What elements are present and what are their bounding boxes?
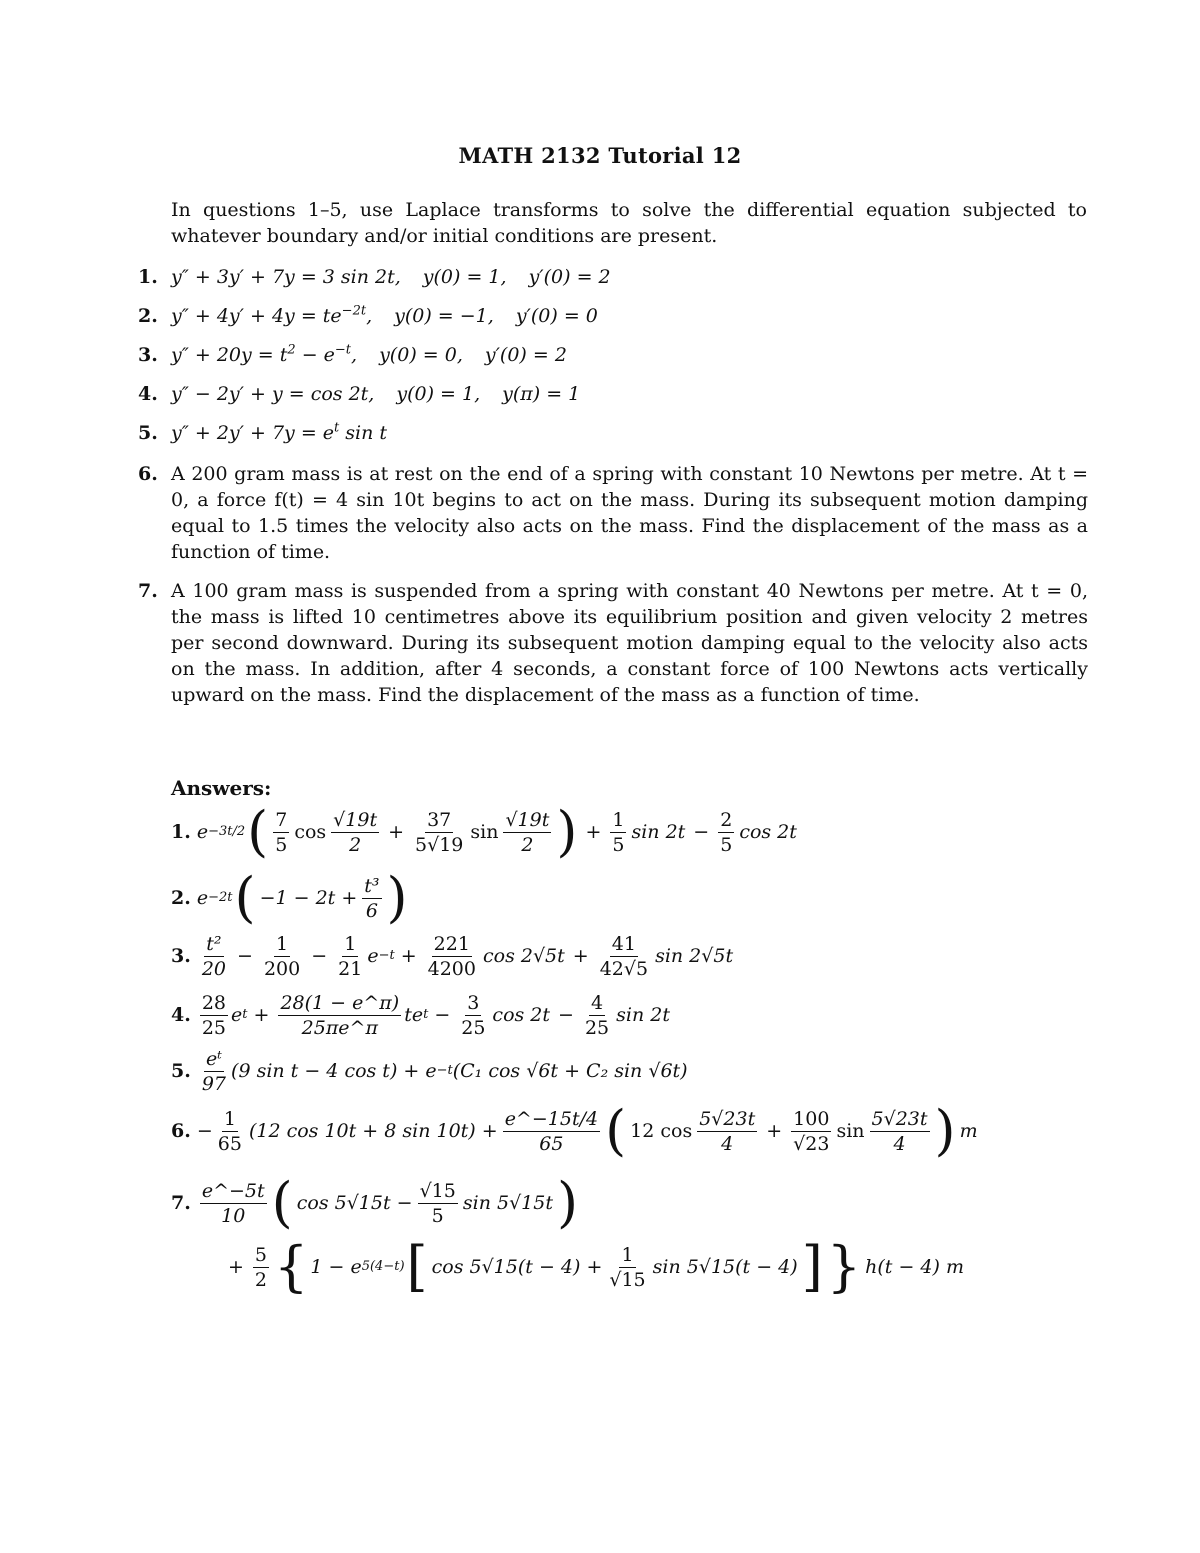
- numerator: 100: [793, 1107, 830, 1130]
- answer-term: h(t − 4) m: [865, 1256, 964, 1278]
- answer-term: cos 2t: [492, 1004, 551, 1026]
- fraction: [362, 874, 381, 923]
- numerator: √19t: [333, 808, 378, 831]
- answer-term: e: [367, 945, 379, 967]
- numerator: 2: [720, 808, 733, 831]
- exponent: −2t: [341, 303, 367, 319]
- numerator: 28: [201, 991, 227, 1014]
- answer-term: te: [404, 1004, 424, 1026]
- numerator: 3: [467, 991, 480, 1014]
- denominator: 4200: [427, 957, 476, 980]
- operator: +: [572, 945, 589, 967]
- operator: −: [196, 1120, 213, 1142]
- answer-term: sin 2t: [631, 821, 686, 843]
- question-equation: y″ + 20y = t: [171, 344, 288, 366]
- answer-1: 1. e −3t/2 ( $\frac{7}{5}$ cos $\frac{√19t}{2}$ + $\frac{37}{5√19}$ sin $\frac{√19t}{2}$ ) + $\frac{1}{5}$ sin 2t − $\frac{2}{5}$ cos 2t: [171, 800, 797, 863]
- numerator: 5√23t: [699, 1107, 756, 1130]
- question-condition: y′(0) = 0: [515, 305, 598, 327]
- paren-open: (: [605, 1099, 627, 1162]
- question-number: 2.: [138, 305, 158, 327]
- paren-close: ): [934, 1099, 956, 1162]
- answer-term: e: [231, 1004, 243, 1026]
- denominator: √23: [793, 1132, 830, 1155]
- denominator: 5√19: [415, 833, 464, 856]
- numerator: eᵗ: [205, 1047, 222, 1070]
- question-text: A 100 gram mass is suspended from a spring with constant 40 Newtons per metre. At t = 0, the mass is lifted 10 centimetres above its equilibrium position and given velocity 2 metres per second downward. During its subsequent motion damping equal to the velocity also acts on the mass. In addition, after 4 seconds, a constant force of 100 Newtons acts vertically upward on the mass. Find the displacement of the mass as a function of time.: [171, 580, 1088, 706]
- numerator: 28(1 − e^π): [280, 991, 400, 1014]
- question-6: [138, 461, 1088, 565]
- numerator: 1: [223, 1107, 236, 1130]
- answer-term: cos 2t: [739, 821, 797, 843]
- fraction: [610, 808, 626, 857]
- question-condition: y′(0) = 2: [528, 266, 611, 288]
- denominator: 2: [254, 1268, 268, 1291]
- answer-number: 5.: [171, 1060, 191, 1082]
- question-equation: y″ + 3y′ + 7y = 3 sin 2t,: [171, 266, 401, 288]
- page-title: MATH 2132 Tutorial 12: [458, 143, 742, 168]
- answer-number: 3.: [171, 945, 191, 967]
- question-condition: y(0) = 0,: [379, 344, 463, 366]
- operator: +: [228, 1256, 244, 1278]
- answer-number: 4.: [171, 1004, 191, 1026]
- question-7: [138, 578, 1088, 708]
- fraction: [459, 991, 487, 1040]
- exponent: −t: [334, 342, 352, 358]
- denominator: 65: [217, 1132, 242, 1155]
- fraction: [697, 1107, 757, 1156]
- fraction: [200, 1179, 267, 1228]
- numerator: 4: [590, 991, 604, 1014]
- numerator: 5√23t: [871, 1107, 928, 1130]
- paren-open: (: [247, 800, 269, 863]
- fraction: [503, 1107, 600, 1156]
- brace-open: {: [274, 1235, 309, 1298]
- exponent: 2: [287, 342, 296, 358]
- numerator: 41: [611, 932, 636, 955]
- equation-part: − e: [295, 344, 335, 366]
- numerator: √15: [419, 1179, 456, 1202]
- answer-term: sin 5√15(t − 4): [652, 1256, 798, 1278]
- numerator: 5: [254, 1243, 268, 1266]
- fraction: [718, 808, 734, 857]
- fraction: [418, 1179, 458, 1228]
- numerator: √19t: [505, 808, 550, 831]
- fraction: [336, 932, 364, 981]
- denominator: 25: [584, 1016, 610, 1039]
- denominator: 4: [893, 1132, 906, 1155]
- operator: +: [388, 821, 404, 843]
- answer-number: 1.: [171, 821, 191, 843]
- paren-open: (: [234, 866, 256, 929]
- question-condition: y(0) = −1,: [394, 305, 494, 327]
- numerator: 1: [276, 932, 289, 955]
- exponent: t: [334, 420, 340, 436]
- fraction: [262, 932, 302, 981]
- answer-5: 5. $\frac{\text{eᵗ}}{97}$ (9 sin t − 4 cos t) + e −t (C₁ cos √6t + C₂ sin √6t): [171, 1047, 688, 1095]
- question-condition: y′(0) = 2: [484, 344, 567, 366]
- unit: m: [959, 1120, 978, 1142]
- fraction: [273, 808, 289, 857]
- denominator: 65: [539, 1132, 564, 1155]
- answer-term: sin 2√5t: [655, 945, 734, 967]
- answer-term: 12 cos: [630, 1120, 693, 1142]
- denominator: 42√5: [599, 957, 649, 980]
- bracket-open: [: [406, 1235, 428, 1298]
- answer-term: cos 5√15(t − 4) +: [431, 1256, 603, 1278]
- operator: +: [585, 821, 602, 843]
- answer-3: 3. $\frac{\text{t²}}{20}$ − $\frac{1}{200}$ − $\frac{1}{21}$ e −t + $\frac{221}{4200}$ cos 2√5t + $\frac{41}{42√5}$ sin 2√5t: [171, 932, 734, 980]
- question-3: [138, 342, 1088, 368]
- denominator: 4: [721, 1132, 734, 1155]
- punctuation: ,: [366, 305, 373, 327]
- question-number: 3.: [138, 344, 158, 366]
- fraction: [278, 991, 401, 1040]
- answer-term: (12 cos 10t + 8 sin 10t) +: [248, 1120, 498, 1142]
- question-number: 1.: [138, 266, 158, 288]
- paren-close: ): [557, 1171, 579, 1234]
- denominator: 97: [201, 1072, 227, 1095]
- fraction: [253, 1243, 269, 1292]
- question-number: 7.: [138, 580, 158, 602]
- operator: +: [253, 1004, 270, 1026]
- question-5: [138, 420, 1088, 446]
- fraction: [200, 991, 228, 1040]
- answer-term: e: [196, 887, 209, 909]
- answer-term: e: [196, 821, 209, 843]
- fraction: [503, 808, 551, 857]
- answer-number: 7.: [171, 1192, 191, 1214]
- answer-term: sin 2t: [616, 1004, 670, 1026]
- answer-term: sin: [470, 821, 499, 843]
- answer-term: cos: [294, 821, 327, 843]
- answer-7: [171, 1170, 1091, 1236]
- numerator: 1: [612, 808, 625, 831]
- denominator: 5: [431, 1204, 444, 1227]
- question-text: A 200 gram mass is at rest on the end of a spring with constant 10 Newtons per metre. At t = 0, a force f(t) = 4 sin 10t begins to act on the mass. During its subsequent motion damping equal to 1.5 times the velocity also acts on the mass. Find the displacement of the mass as a function of time.: [171, 463, 1088, 563]
- equation-part: sin t: [339, 422, 388, 444]
- operator: +: [400, 945, 417, 967]
- question-2: [138, 303, 1088, 329]
- question-equation: y″ + 2y′ + 7y = e: [171, 422, 335, 444]
- operator: −: [311, 945, 328, 967]
- fraction: [413, 808, 465, 857]
- numerator: 221: [433, 932, 470, 955]
- operator: −: [434, 1004, 451, 1026]
- question-1: [138, 264, 1088, 290]
- fraction: [791, 1107, 831, 1156]
- numerator: 7: [275, 808, 288, 831]
- numerator: t³: [364, 874, 380, 897]
- answer-term: (C₁ cos √6t + C₂ sin √6t): [452, 1060, 688, 1082]
- answer-term: (9 sin t − 4 cos t) + e: [231, 1060, 437, 1082]
- answer-term: sin: [836, 1120, 865, 1142]
- bracket-close: ]: [801, 1235, 823, 1298]
- question-condition: y(π) = 1: [502, 383, 581, 405]
- fraction: [607, 1243, 647, 1292]
- paren-close: ): [556, 800, 578, 863]
- denominator: 2: [349, 833, 362, 856]
- question-number: 4.: [138, 383, 158, 405]
- paren-close: ): [386, 866, 408, 929]
- answer-number: 6.: [171, 1120, 191, 1142]
- denominator: 10: [221, 1204, 246, 1227]
- question-number: 6.: [138, 463, 158, 485]
- question-condition: y(0) = 1,: [396, 383, 481, 405]
- answer-term: cos 2√5t: [482, 945, 565, 967]
- answer-2: 2. e −2t ( −1 − 2t + $\frac{\text{t³}}{6}$ ): [171, 866, 408, 929]
- operator: −: [558, 1004, 574, 1026]
- operator: +: [766, 1120, 783, 1142]
- denominator: 5: [720, 833, 733, 856]
- answer-term: sin 5√15t: [462, 1192, 553, 1214]
- denominator: 25πe^π: [301, 1016, 378, 1039]
- question-condition: y(0) = 1,: [422, 266, 507, 288]
- answer-term: cos 5√15t −: [296, 1192, 413, 1214]
- question-equation: y″ − 2y′ + y = cos 2t,: [171, 383, 375, 405]
- operator: −: [237, 945, 253, 967]
- numerator: 1: [621, 1243, 634, 1266]
- question-number: 5.: [138, 422, 158, 444]
- punctuation: ,: [351, 344, 358, 366]
- answer-4: 4. $\frac{28}{25}$ e t + $\frac{28(1 - e\^{}\pi)}{25\pi e\^{}\pi}$ te t − $\frac{3}{25}$ cos 2t − $\frac{4}{25}$ sin 2t: [171, 991, 670, 1039]
- fraction: [331, 808, 379, 857]
- fraction: [200, 1047, 228, 1096]
- answer-6: [171, 1098, 1091, 1164]
- answer-number: 2.: [171, 887, 191, 909]
- fraction: [200, 932, 228, 981]
- question-equation: y″ + 4y′ + 4y = te: [171, 305, 342, 327]
- answer-term: 1 − e: [310, 1256, 362, 1278]
- numerator: 1: [344, 932, 357, 955]
- fraction: [870, 1107, 930, 1156]
- denominator: 25: [201, 1016, 227, 1039]
- operator: −: [693, 821, 710, 843]
- answers-heading: Answers:: [171, 776, 272, 800]
- denominator: 21: [338, 957, 363, 980]
- fraction: [216, 1107, 244, 1156]
- intro-paragraph: In questions 1–5, use Laplace transforms to solve the differential equation subjected to whatever boundary and/or initial conditions are present.: [171, 199, 1087, 247]
- denominator: 5: [275, 833, 288, 856]
- denominator: 20: [201, 957, 227, 980]
- denominator: 200: [263, 957, 301, 980]
- denominator: 5: [612, 833, 625, 856]
- numerator: t²: [206, 932, 222, 955]
- denominator: 6: [365, 899, 378, 922]
- denominator: 2: [521, 833, 534, 856]
- numerator: e^−5t: [201, 1179, 265, 1202]
- paren-open: (: [271, 1171, 293, 1234]
- answer-7-continuation: + $\frac{5}{2}$ { 1 − e 5(4−t) [ cos 5√15(t − 4) + $\frac{1}{√15}$ sin 5√15(t − 4) ] } h(t − 4) m: [228, 1235, 964, 1298]
- denominator: √15: [609, 1268, 646, 1291]
- fraction: [598, 932, 650, 981]
- numerator: e^−15t/4: [504, 1107, 599, 1130]
- fraction: [426, 932, 478, 981]
- brace-close: }: [826, 1235, 862, 1298]
- answer-term: −1 − 2t +: [259, 887, 358, 909]
- numerator: 37: [427, 808, 452, 831]
- question-4: [138, 381, 1088, 407]
- denominator: 25: [461, 1016, 486, 1039]
- fraction: [583, 991, 611, 1040]
